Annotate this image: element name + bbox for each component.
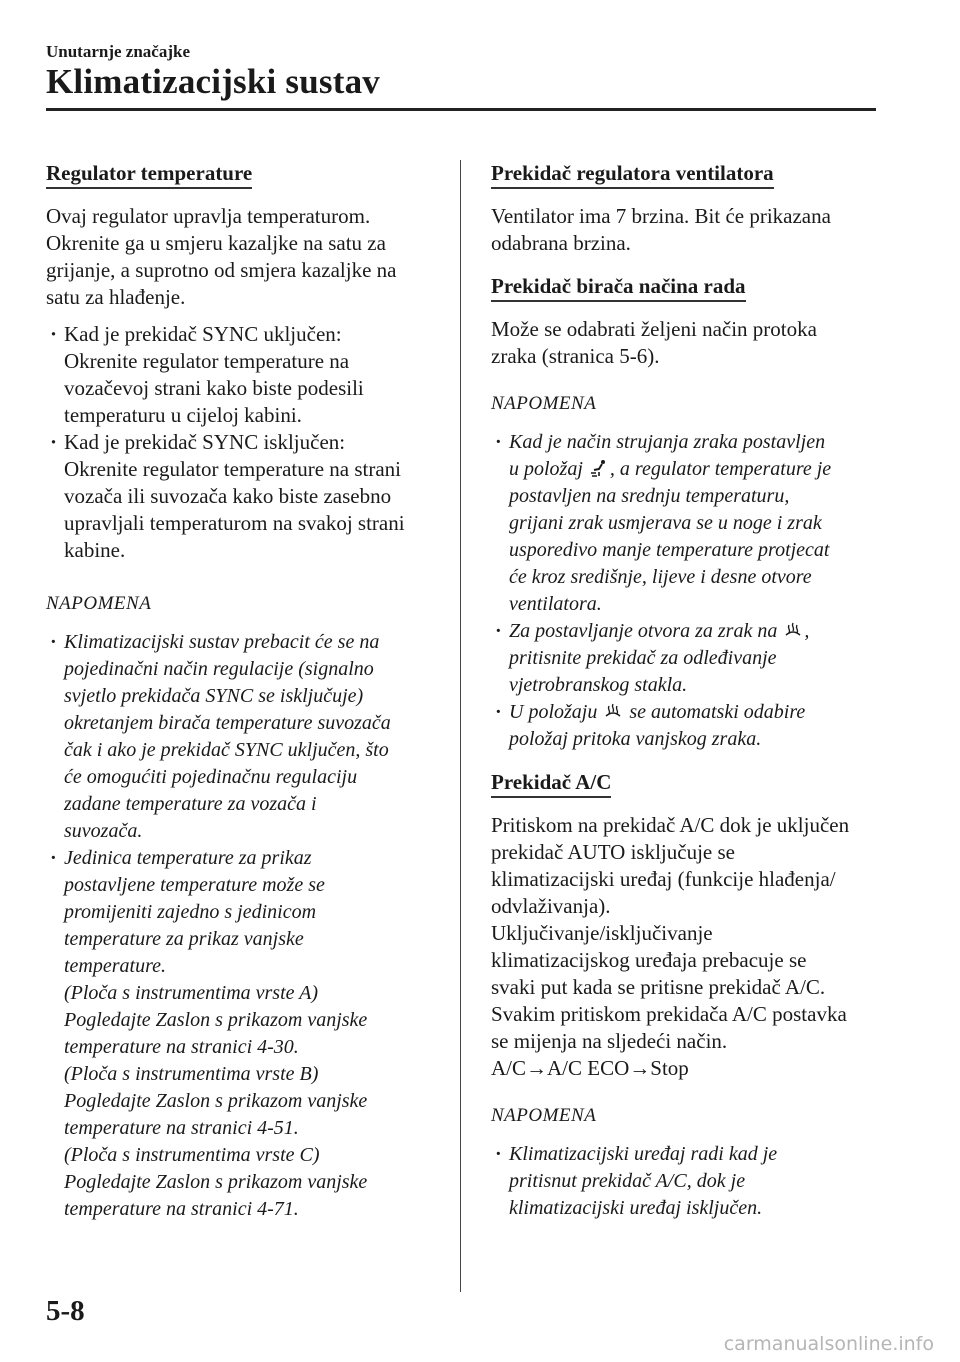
sync-bullets xyxy=(46,321,441,564)
heading-fan-control: Prekidač regulatora ventilatora xyxy=(491,160,774,189)
ac-notes xyxy=(491,1141,883,1222)
page-number: 5-8 xyxy=(46,1295,85,1327)
section-label: Unutarnje značajke xyxy=(46,42,191,61)
note-ac-operation: · Klimatizacijski uređaj radi kad je pritisnut prekidač A/C, dok je klimatizacijski uređaj isključen. xyxy=(491,1141,883,1222)
left-notes xyxy=(46,629,441,1223)
heading-ac-switch: Prekidač A/C xyxy=(491,769,611,798)
mode-notes xyxy=(491,429,883,753)
note-temperature-unit: · Jedinica temperature za prikaz postavljene temperature može se promijeniti zajedno s jedinicom temperature za prikaz vanjske temperature. (Ploča s instrumentima vrste A) Pogledajte Zaslon s prikazom vanjske temperature na stranici 4-30. (Ploča s instrumentima vrste B) Pogledajte Zaslon s prikazom vanjske temperature na stranici 4-51. (Ploča s instrumentima vrste C) Pogledajte Zaslon s prikazom vanjske temperature na stranici 4-71. xyxy=(46,845,441,1223)
bullet-sync-off: · Kad je prekidač SYNC isključen: Okrenite regulator temperature na strani vozača ili suvozača kako biste zasebno upravljali temperaturom na svakoj strani kabine. xyxy=(46,429,441,564)
defroster-icon xyxy=(784,621,802,639)
column-divider xyxy=(460,160,461,1292)
note-label: NAPOMENA xyxy=(491,393,597,414)
watermark: carmanualsonline.info xyxy=(723,1333,934,1355)
heading-temperature-control: Regulator temperature xyxy=(46,160,252,189)
mode-description: Može se odabrati željeni način protoka zraka (stranica 5-6). xyxy=(491,317,817,368)
header-rule xyxy=(46,108,876,111)
note-feet-mode: · Kad je način strujanja zraka postavljen u položaj , a regulator temperature je postavljen na srednju temperaturu, grijani zrak usmjerava se u noge i zrak usporedivo manje temperature protjecat će kroz središnje, lijeve i desne otvore ventilatora. xyxy=(491,429,883,618)
note-label: NAPOMENA xyxy=(491,1105,597,1126)
left-column xyxy=(46,160,441,1223)
right-column xyxy=(491,160,883,1222)
note-defroster-vent: · Za postavljanje otvora za zrak na , pritisnite prekidač za odleđivanje vjetrobranskog stakla. xyxy=(491,618,883,699)
note-outside-air: · U položaju se automatski odabire položaj pritoka vanjskog zraka. xyxy=(491,699,883,753)
defroster-icon xyxy=(604,702,622,720)
temperature-intro: Ovaj regulator upravlja temperaturom. Okrenite ga u smjeru kazaljke na satu za grijanje, a suprotno od smjera kazaljke na satu za hlađenje. xyxy=(46,204,397,309)
note-label: NAPOMENA xyxy=(46,593,152,614)
ac-description: Pritiskom na prekidač A/C dok je uključen prekidač AUTO isključuje se klimatizacijski uređaj (funkcije hlađenja/ odvlaživanja). Uključivanje/isključivanje klimatizacijskog uređaja prebacuje se svaki put kada se pritisne prekidač A/C. Svakim pritiskom prekidača A/C postavka se mijenja na sljedeći način. A/C→A/C ECO→Stop xyxy=(491,813,850,1080)
fan-description: Ventilator ima 7 brzina. Bit će prikazana odabrana brzina. xyxy=(491,204,831,255)
feet-vent-icon xyxy=(590,459,608,477)
bullet-sync-on: · Kad je prekidač SYNC uključen: Okrenite regulator temperature na vozačevoj strani kako biste podesili temperaturu u cijeloj kabini. xyxy=(46,321,441,429)
page-title: Klimatizacijski sustav xyxy=(46,62,380,101)
note-individual-mode: · Klimatizacijski sustav prebacit će se na pojedinačni način regulacije (signalno svjetlo prekidača SYNC se isključuje) okretanjem birača temperature suvozača čak i ako je prekidač SYNC uključen, što će omogućiti pojedinačnu regulaciju zadane temperature za vozača i suvozača. xyxy=(46,629,441,845)
heading-mode-selector: Prekidač birača načina rada xyxy=(491,273,746,302)
